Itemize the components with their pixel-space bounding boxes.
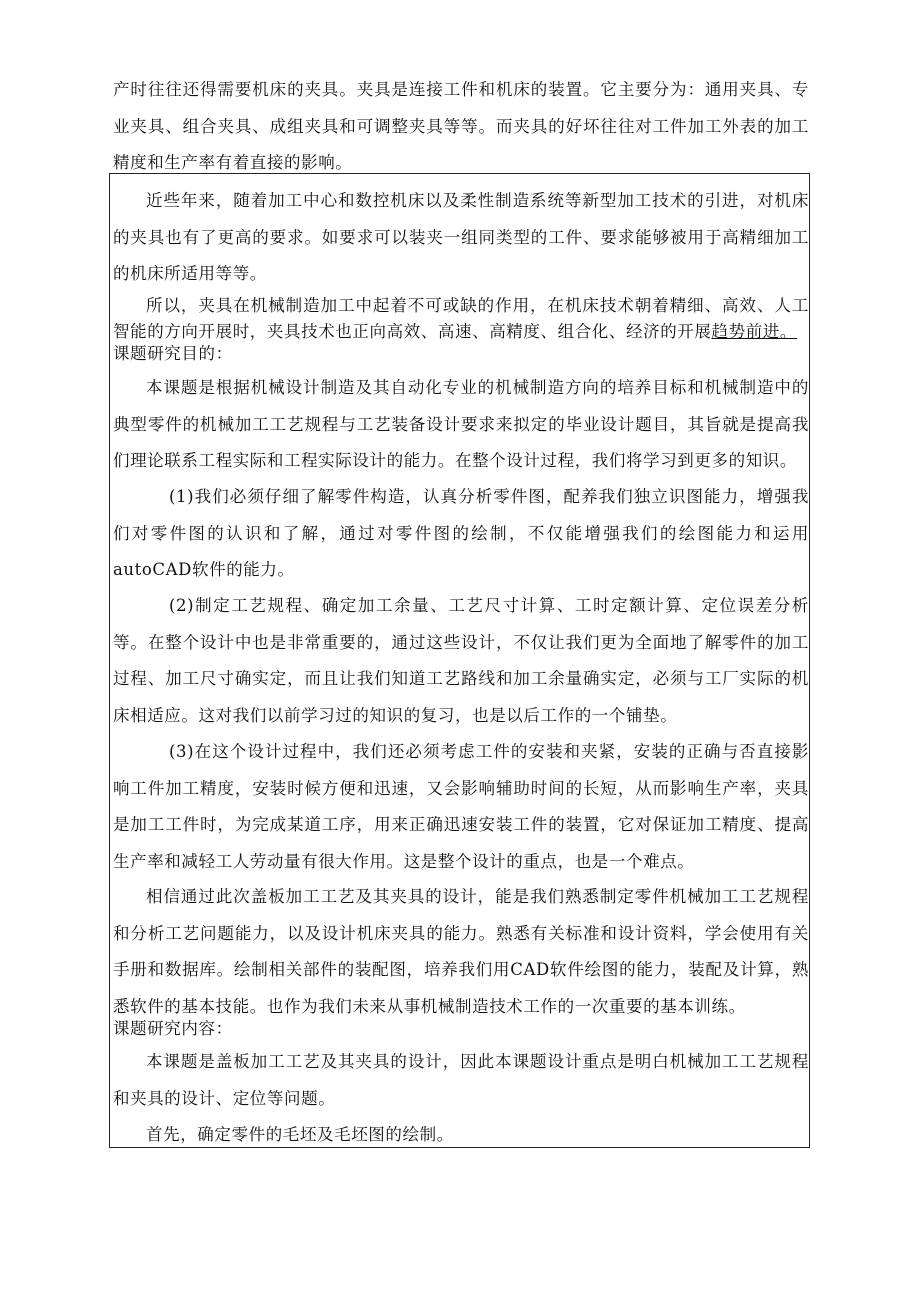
section-label-purpose: 课题研究目的： [113, 344, 233, 363]
conclusion-paragraph [113, 293, 809, 345]
purpose-item-2: (2)制定工艺规程、确定加工余量、工艺尺寸计算、工时定额计算、定位误差分析等。在整个设计中也是非常重要的，通过这些设计，不仅让我们更为全面地了解零件的加工过程、加工尺寸确实定，而且让我们知道工艺路线和加工余量确实定，必须与工厂实际的机床相适应。这对我们以前学习过的知识的复习，也是以后工作的一个铺垫。 [113, 596, 809, 725]
purpose-paragraph: 本课题是根据机械设计制造及其自动化专业的机械制造方向的培养目标和机械制造中的典型零件的机械加工工艺规程与工艺装备设计要求来拟定的毕业设计题目，其旨就是提高我们理论联系工程实际和工程实际设计的能力。在整个设计过程，我们将学习到更多的知识。 [113, 378, 809, 470]
content-paragraph: 本课题是盖板加工工艺及其夹具的设计，因此本课题设计重点是明白机械加工工艺规程和夹具的设计、定位等问题。 [113, 1052, 809, 1108]
content-first-step: 首先，确定零件的毛坯及毛坯图的绘制。 [146, 1125, 454, 1144]
conclusion-underlined-text: 趋势前进。 [711, 322, 797, 341]
purpose-item-1: (1)我们必须仔细了解零件构造，认真分析零件图，配养我们独立识图能力，增强我们对零件图的认识和了解，通过对零件图的绘制，不仅能增强我们的绘图能力和运用autoCAD软件的能力。 [113, 487, 809, 579]
section-label-content: 课题研究内容： [113, 1019, 233, 1038]
purpose-item-3: (3)在这个设计过程中，我们还必须考虑工件的安装和夹紧，安装的正确与否直接影响工件加工精度，安装时候方便和迅速，又会影响辅助时间的长短，从而影响生产率，夹具是加工工件时，为完成某道工序，用来正确迅速安装工件的装置，它对保证加工精度、提高生产率和减轻工人劳动量有很大作用。这是整个设计的重点，也是一个难点。 [113, 742, 809, 871]
conclusion-text: 所以，夹具在机械制造加工中起着不可或缺的作用，在机床技术朝着精细、高效、人工智能的方向开展时，夹具技术也正向高效、高速、高精度、组合化、经济的开展 [113, 296, 809, 341]
summary-paragraph: 相信通过此次盖板加工工艺及其夹具的设计，能是我们熟悉制定零件机械加工工艺规程和分析工艺问题能力，以及设计机床夹具的能力。熟悉有关标准和设计资料，学会使用有关手册和数据库。绘制相关部件的装配图，培养我们用CAD软件绘图的能力，装配及计算，熟悉软件的基本技能。也作为我们未来从事机械制造技术工作的一次重要的基本训练。 [113, 887, 809, 1016]
background-paragraph: 近些年来，随着加工中心和数控机床以及柔性制造系统等新型加工技术的引进，对机床的夹具也有了更高的要求。如要求可以装夹一组同类型的工件、要求能够被用于高精细加工的机床所适用等等。 [113, 191, 809, 283]
intro-paragraph: 产时往往还得需要机床的夹具。夹具是连接工件和机床的装置。它主要分为：通用夹具、专业夹具、组合夹具、成组夹具和可调整夹具等等。而夹具的好坏往往对工件加工外表的加工精度和生产率有着直接的影响。 [113, 80, 809, 172]
